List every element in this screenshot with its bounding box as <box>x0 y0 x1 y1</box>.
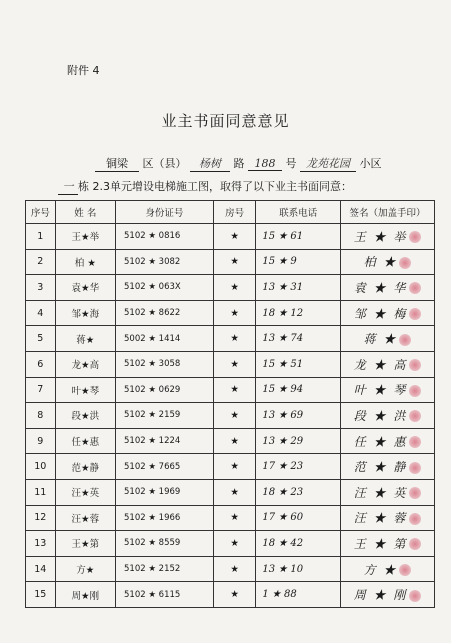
fingerprint-mark <box>409 538 421 550</box>
room-number <box>213 428 256 454</box>
signature-text: 段 ★ 洪 <box>353 408 408 423</box>
row-index <box>26 403 56 429</box>
address-line <box>95 155 382 172</box>
signature <box>341 326 435 352</box>
phone-number <box>256 249 341 275</box>
signature-text: 叶 ★ 琴 <box>353 383 408 398</box>
fingerprint-mark <box>399 257 411 269</box>
phone-number-text: 13 ★ 69 <box>262 409 304 421</box>
number-field: 188 <box>248 157 282 171</box>
fingerprint-mark <box>409 410 421 422</box>
signature-text: 方 ★ <box>363 562 398 577</box>
signature-text: 柏 ★ <box>363 255 398 270</box>
id-number-text: 5002 ★ 1414 <box>124 333 181 344</box>
signature <box>341 300 435 326</box>
room-number <box>213 377 256 403</box>
table-row <box>26 556 435 582</box>
room-number-text: ★ <box>230 384 239 396</box>
id-number-text: 5102 ★ 1966 <box>124 512 181 523</box>
col-name-header: 姓 名 <box>55 201 115 224</box>
row-index <box>26 224 56 250</box>
phone-number-text: 18 ★ 42 <box>262 537 304 549</box>
id-number <box>116 556 214 582</box>
phone-number <box>256 556 341 582</box>
owner-name <box>55 582 115 608</box>
id-number-text: 5102 ★ 3058 <box>124 359 181 370</box>
fingerprint-mark <box>409 590 421 602</box>
signature <box>341 377 435 403</box>
id-number <box>116 505 214 531</box>
room-number-text: ★ <box>230 307 239 319</box>
owner-name <box>55 505 115 531</box>
phone-number <box>256 403 341 429</box>
id-number <box>116 582 214 608</box>
room-number-text: ★ <box>230 435 239 447</box>
phone-number-text: 15 ★ 94 <box>262 384 304 396</box>
signature-text: 范 ★ 静 <box>353 460 408 475</box>
row-index-text: 7 <box>37 384 44 396</box>
fingerprint-mark <box>409 359 421 371</box>
owner-name <box>55 249 115 275</box>
table-row <box>26 428 435 454</box>
signature-text: 汪 ★ 蓉 <box>353 511 408 526</box>
col-phone-header: 联系电话 <box>256 201 341 224</box>
id-number-text: 5102 ★ 2152 <box>124 564 181 575</box>
table-row <box>26 582 435 608</box>
owner-name-text: 王★第 <box>71 539 100 551</box>
phone-number-text: 17 ★ 23 <box>262 461 304 473</box>
row-index <box>26 351 56 377</box>
signature <box>341 403 435 429</box>
row-index <box>26 275 56 301</box>
room-number-text: ★ <box>230 589 239 601</box>
id-number-text: 5102 ★ 0816 <box>124 231 181 242</box>
row-index-text: 9 <box>37 435 44 447</box>
owner-name <box>55 556 115 582</box>
unit-text: 栋 2.3单元增设电梯施工图，取得了以下业主书面同意： <box>78 180 352 193</box>
signature <box>341 505 435 531</box>
room-number-text: ★ <box>230 461 239 473</box>
owner-name-text: 柏 ★ <box>74 257 96 269</box>
id-number-text: 5102 ★ 1969 <box>124 487 181 498</box>
id-number <box>116 224 214 250</box>
phone-number-text: 13 ★ 10 <box>262 563 304 575</box>
fingerprint-mark <box>409 308 421 320</box>
id-number <box>116 403 214 429</box>
room-number-text: ★ <box>230 563 239 575</box>
room-number <box>213 582 256 608</box>
signature <box>341 249 435 275</box>
room-number <box>213 275 256 301</box>
col-id-header: 身份证号 <box>116 201 214 224</box>
owner-name <box>55 403 115 429</box>
row-index-text: 4 <box>37 307 44 319</box>
phone-number-text: 18 ★ 23 <box>262 486 304 498</box>
community-suffix: 小区 <box>359 157 382 170</box>
id-number <box>116 428 214 454</box>
signature-text: 邹 ★ 梅 <box>353 306 408 321</box>
owner-name-text: 任★惠 <box>71 437 100 449</box>
table-row <box>26 454 435 480</box>
room-number <box>213 454 256 480</box>
room-number <box>213 505 256 531</box>
phone-number-text: 15 ★ 9 <box>262 256 297 268</box>
phone-number-text: 18 ★ 12 <box>262 307 304 319</box>
id-number <box>116 454 214 480</box>
row-index <box>26 531 56 557</box>
fingerprint-mark <box>409 231 421 243</box>
phone-number-text: 13 ★ 29 <box>262 435 304 447</box>
id-number <box>116 479 214 505</box>
col-index-header: 序号 <box>26 201 56 224</box>
row-index-text: 11 <box>34 486 47 498</box>
table-row <box>26 224 435 250</box>
room-number <box>213 403 256 429</box>
signature <box>341 582 435 608</box>
room-number <box>213 249 256 275</box>
owner-name <box>55 454 115 480</box>
table-row <box>26 326 435 352</box>
owner-name <box>55 326 115 352</box>
phone-number-text: 13 ★ 31 <box>262 281 304 293</box>
id-number <box>116 300 214 326</box>
id-number-text: 5102 ★ 7665 <box>124 461 181 472</box>
owner-name <box>55 351 115 377</box>
phone-number <box>256 326 341 352</box>
room-number-text: ★ <box>230 512 239 524</box>
phone-number-text: 15 ★ 61 <box>262 230 304 242</box>
phone-number-text: 15 ★ 51 <box>262 358 304 370</box>
id-number-text: 5102 ★ 6115 <box>124 589 181 600</box>
room-number <box>213 351 256 377</box>
row-index <box>26 505 56 531</box>
owner-name-text: 蒋★ <box>76 334 95 346</box>
room-number-text: ★ <box>230 409 239 421</box>
room-number-text: ★ <box>230 256 239 268</box>
signature <box>341 428 435 454</box>
signature <box>341 531 435 557</box>
table-row <box>26 377 435 403</box>
phone-number <box>256 351 341 377</box>
phone-number <box>256 300 341 326</box>
room-number-text: ★ <box>230 358 239 370</box>
phone-number <box>256 505 341 531</box>
fingerprint-mark <box>409 282 421 294</box>
row-index <box>26 326 56 352</box>
row-index <box>26 582 56 608</box>
owner-name <box>55 377 115 403</box>
row-index-text: 3 <box>37 281 44 293</box>
id-number <box>116 275 214 301</box>
phone-number-text: 17 ★ 60 <box>262 512 304 524</box>
table-row <box>26 351 435 377</box>
phone-number <box>256 454 341 480</box>
owner-name <box>55 275 115 301</box>
id-number <box>116 249 214 275</box>
id-number <box>116 531 214 557</box>
consent-table <box>25 200 435 608</box>
fingerprint-mark <box>409 385 421 397</box>
signature-text: 王 ★ 第 <box>353 536 408 551</box>
owner-name <box>55 300 115 326</box>
signature-text: 蒋 ★ <box>363 332 398 347</box>
district-field: 铜梁 <box>95 155 139 172</box>
district-suffix: 区（县） <box>142 157 187 170</box>
id-number-text: 5102 ★ 8622 <box>124 308 181 319</box>
id-number-text: 5102 ★ 3082 <box>124 256 181 267</box>
attachment-label: 附件 4 <box>67 64 100 77</box>
id-number-text: 5102 ★ 1224 <box>124 436 181 447</box>
room-number <box>213 300 256 326</box>
row-index-text: 8 <box>37 409 44 421</box>
community-field: 龙苑花园 <box>300 155 356 172</box>
row-index-text: 6 <box>37 358 44 370</box>
fingerprint-mark <box>409 462 421 474</box>
owner-name <box>55 224 115 250</box>
phone-number-text: 13 ★ 74 <box>262 333 304 345</box>
id-number <box>116 351 214 377</box>
owner-name <box>55 428 115 454</box>
row-index-text: 14 <box>34 563 47 575</box>
signature-text: 任 ★ 惠 <box>353 434 408 449</box>
phone-number <box>256 582 341 608</box>
phone-number <box>256 224 341 250</box>
row-index <box>26 479 56 505</box>
room-number-text: ★ <box>230 281 239 293</box>
table-row <box>26 275 435 301</box>
room-number-text: ★ <box>230 486 239 498</box>
row-index <box>26 300 56 326</box>
table-header-row <box>26 201 435 224</box>
id-number <box>116 326 214 352</box>
row-index-text: 15 <box>34 589 47 601</box>
id-number <box>116 377 214 403</box>
fingerprint-mark <box>409 513 421 525</box>
row-index-text: 1 <box>37 230 44 242</box>
fingerprint-mark <box>409 487 421 499</box>
signature-text: 汪 ★ 英 <box>353 485 408 500</box>
row-index-text: 5 <box>37 333 44 345</box>
owner-name-text: 范★静 <box>71 462 100 474</box>
road-suffix: 路 <box>233 157 245 170</box>
signature <box>341 556 435 582</box>
owner-name-text: 袁★华 <box>71 283 100 295</box>
owner-name-text: 段★洪 <box>71 411 100 423</box>
table-row <box>26 403 435 429</box>
row-index-text: 2 <box>37 256 44 268</box>
id-number-text: 5102 ★ 0629 <box>124 384 181 395</box>
fingerprint-mark <box>409 436 421 448</box>
owner-name <box>55 479 115 505</box>
signature <box>341 479 435 505</box>
row-index <box>26 428 56 454</box>
id-number-text: 5102 ★ 2159 <box>124 410 181 421</box>
signature-text: 王 ★ 举 <box>353 229 408 244</box>
owner-name-text: 汪★英 <box>71 488 100 500</box>
owner-name-text: 周★刚 <box>71 590 100 602</box>
signature <box>341 224 435 250</box>
id-number-text: 5102 ★ 8559 <box>124 538 181 549</box>
phone-number-text: 1 ★ 88 <box>262 589 297 601</box>
room-number <box>213 479 256 505</box>
table-row <box>26 249 435 275</box>
room-number <box>213 531 256 557</box>
table-row <box>26 505 435 531</box>
col-sign-header: 签名（加盖手印） <box>341 201 435 224</box>
id-number-text: 5102 ★ 063X <box>124 282 181 293</box>
owner-name <box>55 531 115 557</box>
table-row <box>26 300 435 326</box>
phone-number <box>256 275 341 301</box>
building-line <box>58 178 352 195</box>
signature-text: 袁 ★ 华 <box>353 280 408 295</box>
row-index <box>26 249 56 275</box>
phone-number <box>256 479 341 505</box>
table-row <box>26 531 435 557</box>
room-number <box>213 224 256 250</box>
phone-number <box>256 377 341 403</box>
room-number-text: ★ <box>230 230 239 242</box>
fingerprint-mark <box>399 564 411 576</box>
phone-number <box>256 428 341 454</box>
page-title: 业主书面同意意见 <box>161 112 290 130</box>
table-row <box>26 479 435 505</box>
building-field: 一 <box>58 178 78 195</box>
room-number-text: ★ <box>230 333 239 345</box>
phone-number <box>256 531 341 557</box>
row-index-text: 13 <box>34 537 47 549</box>
owner-name-text: 王★举 <box>71 232 100 244</box>
fingerprint-mark <box>399 334 411 346</box>
col-room-header: 房号 <box>213 201 256 224</box>
owner-name-text: 龙★高 <box>71 360 100 372</box>
owner-name-text: 邹★海 <box>71 309 100 321</box>
road-field: 杨树 <box>190 155 230 172</box>
number-suffix: 号 <box>285 157 297 170</box>
signature <box>341 454 435 480</box>
signature-text: 周 ★ 刚 <box>353 588 408 603</box>
row-index <box>26 454 56 480</box>
signature-text: 龙 ★ 高 <box>353 357 408 372</box>
row-index-text: 12 <box>34 512 47 524</box>
owner-name-text: 方★ <box>76 565 95 577</box>
row-index <box>26 556 56 582</box>
room-number-text: ★ <box>230 537 239 549</box>
signature <box>341 275 435 301</box>
room-number <box>213 326 256 352</box>
row-index <box>26 377 56 403</box>
row-index-text: 10 <box>34 461 47 473</box>
room-number <box>213 556 256 582</box>
owner-name-text: 汪★蓉 <box>71 513 100 525</box>
signature <box>341 351 435 377</box>
owner-name-text: 叶★琴 <box>71 385 100 397</box>
